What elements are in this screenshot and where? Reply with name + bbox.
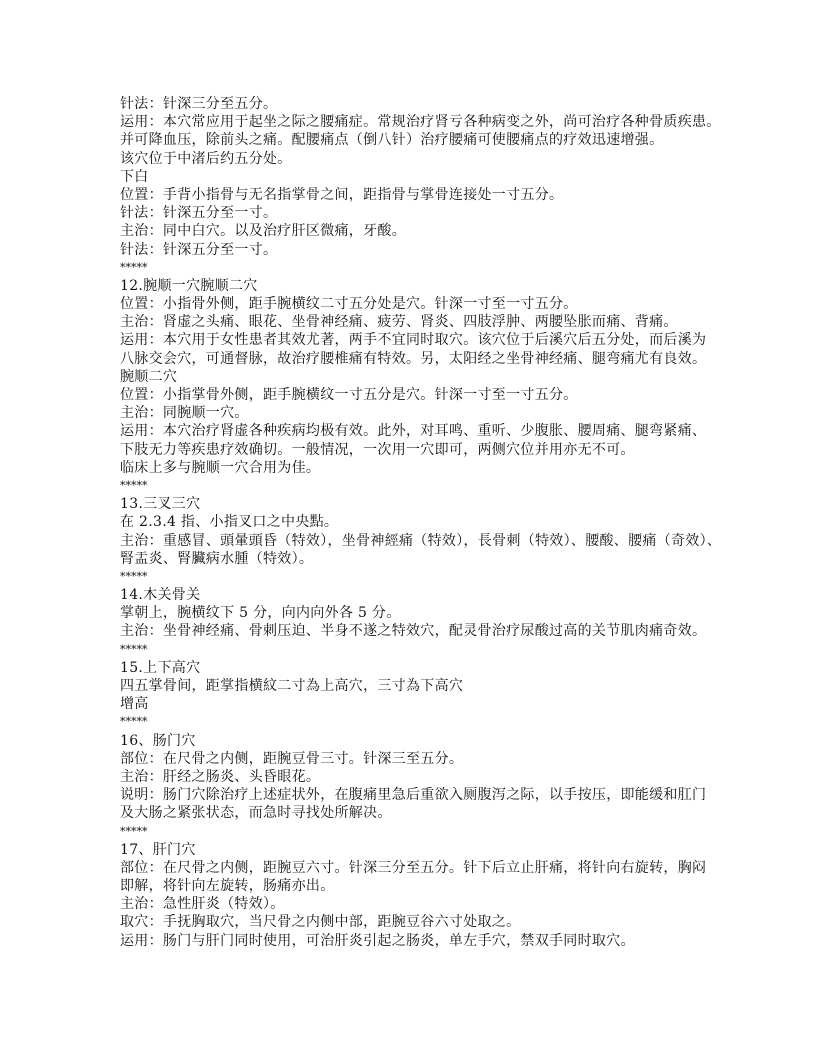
text-line: 部位：在尺骨之内侧，距腕豆骨三寸。针深三至五分。 xyxy=(120,750,464,767)
section-separator: ***** xyxy=(120,642,148,656)
text-line: 掌朝上，腕横纹下 5 分，向内向外各 5 分。 xyxy=(120,605,401,622)
text-line: 即解，将针向左旋转，肠痛亦出。 xyxy=(120,878,335,895)
text-line: 八脉交会穴，可通督脉，故治疗腰椎痛有特效。另，太阳经之坐骨神经痛、腿弯痛尤有良效。 xyxy=(120,350,707,367)
text-line: 位置：手背小指骨与无名指掌骨之间，距指骨与掌骨连接处一寸五分。 xyxy=(120,186,564,203)
text-line: 主治：肝经之肠炎、头昏眼花。 xyxy=(120,768,321,785)
text-line: 取穴：手抚胸取穴，当尺骨之内侧中部，距腕豆谷六寸处取之。 xyxy=(120,914,521,931)
text-line: 运用：本穴治疗肾虚各种疾病均极有效。此外，对耳鸣、重听、少腹胀、腰周痛、腿弯紧痛、 xyxy=(120,423,707,440)
text-line: 针法：针深三分至五分。 xyxy=(120,96,278,112)
text-line: 17、肝门穴 xyxy=(120,841,196,858)
text-line: 主治：重感冒、頭暈頭昏（特效），坐骨神經痛（特效），長骨刺（特效）、腰酸、腰痛（奇效）、 xyxy=(120,532,722,549)
document-body xyxy=(120,95,720,950)
text-line: 下肢无力等疾患疗效确切。一般情况，一次用一穴即可，两侧穴位并用亦无不可。 xyxy=(120,441,635,458)
text-line: 针法：针深五分至一寸。 xyxy=(120,205,278,222)
text-line: 主治：坐骨神经痛、骨刺压迫、半身不遂之特效穴，配灵骨治疗尿酸过高的关节肌肉痛奇效。 xyxy=(120,623,707,640)
text-line: 位置：小指骨外侧，距手腕横纹二寸五分处是穴。针深一寸至一寸五分。 xyxy=(120,296,578,313)
text-line: 位置：小指掌骨外侧，距手腕横纹一寸五分是穴。针深一寸至一寸五分。 xyxy=(120,387,578,403)
section-separator: ***** xyxy=(120,260,148,274)
text-line: 下白 xyxy=(120,168,149,185)
text-line: 四五掌骨间，距掌指横紋二寸為上高穴，三寸為下高穴 xyxy=(120,678,464,694)
text-line: 针法：针深五分至一寸。 xyxy=(120,241,278,258)
section-separator: ***** xyxy=(120,824,148,838)
text-line: 13.三叉三穴 xyxy=(120,496,201,513)
section-separator: ***** xyxy=(120,715,148,729)
text-line: 并可降血压，除前头之痛。配腰痛点（倒八针）治疗腰痛可使腰痛点的疗效迅速增强。 xyxy=(120,132,664,149)
text-line: 在 2.3.4 指、小指叉口之中央點。 xyxy=(120,514,339,531)
text-line: 主治：同中白穴。以及治疗肝区微痛，牙酸。 xyxy=(120,223,406,240)
text-line: 主治：急性肝炎（特效）。 xyxy=(120,896,285,913)
text-line: 运用：本穴常应用于起坐之际之腰痛症。常规治疗肾亏各种病变之外，尚可治疗各种骨质疾患。 xyxy=(120,114,721,131)
section-separator: ***** xyxy=(120,478,148,492)
text-line: 主治：肾虚之头痛、眼花、坐骨神经痛、疲劳、肾炎、四肢浮肿、两腰坠胀而痛、背痛。 xyxy=(120,314,678,331)
text-line: 该穴位于中渚后约五分处。 xyxy=(120,150,292,167)
text-line: 运用：本穴用于女性患者其效尤著，两手不宜同时取穴。该穴位于后溪穴后五分处，而后溪为 xyxy=(120,332,707,349)
text-line: 说明：肠门穴除治疗上述症状外，在腹痛里急后重欲入厕腹泻之际，以手按压，即能缓和肛门 xyxy=(120,787,707,804)
text-line: 14.木关骨关 xyxy=(120,587,201,604)
text-line: 及大肠之紧张状态，而急时寻找处所解决。 xyxy=(120,805,392,822)
section-separator: ***** xyxy=(120,569,148,583)
text-line: 16、肠门穴 xyxy=(120,732,196,749)
text-line: 主治：同腕顺一穴。 xyxy=(120,405,249,422)
text-line: 腎盂炎、腎臟病水腫（特效）。 xyxy=(120,550,314,567)
text-line: 腕顺二穴 xyxy=(120,368,178,385)
text-line: 12.腕顺一穴腕顺二穴 xyxy=(120,277,258,294)
text-line: 临床上多与腕顺一穴合用为佳。 xyxy=(120,459,321,476)
text-line: 增高 xyxy=(120,696,149,713)
text-line: 运用：肠门与肝门同时使用，可治肝炎引起之肠炎，单左手穴，禁双手同时取穴。 xyxy=(120,932,635,949)
text-line: 15.上下高穴 xyxy=(120,659,201,676)
text-line: 部位：在尺骨之内侧，距腕豆六寸。针深三分至五分。针下后立止肝痛，将针向右旋转，胸闷 xyxy=(120,859,707,876)
